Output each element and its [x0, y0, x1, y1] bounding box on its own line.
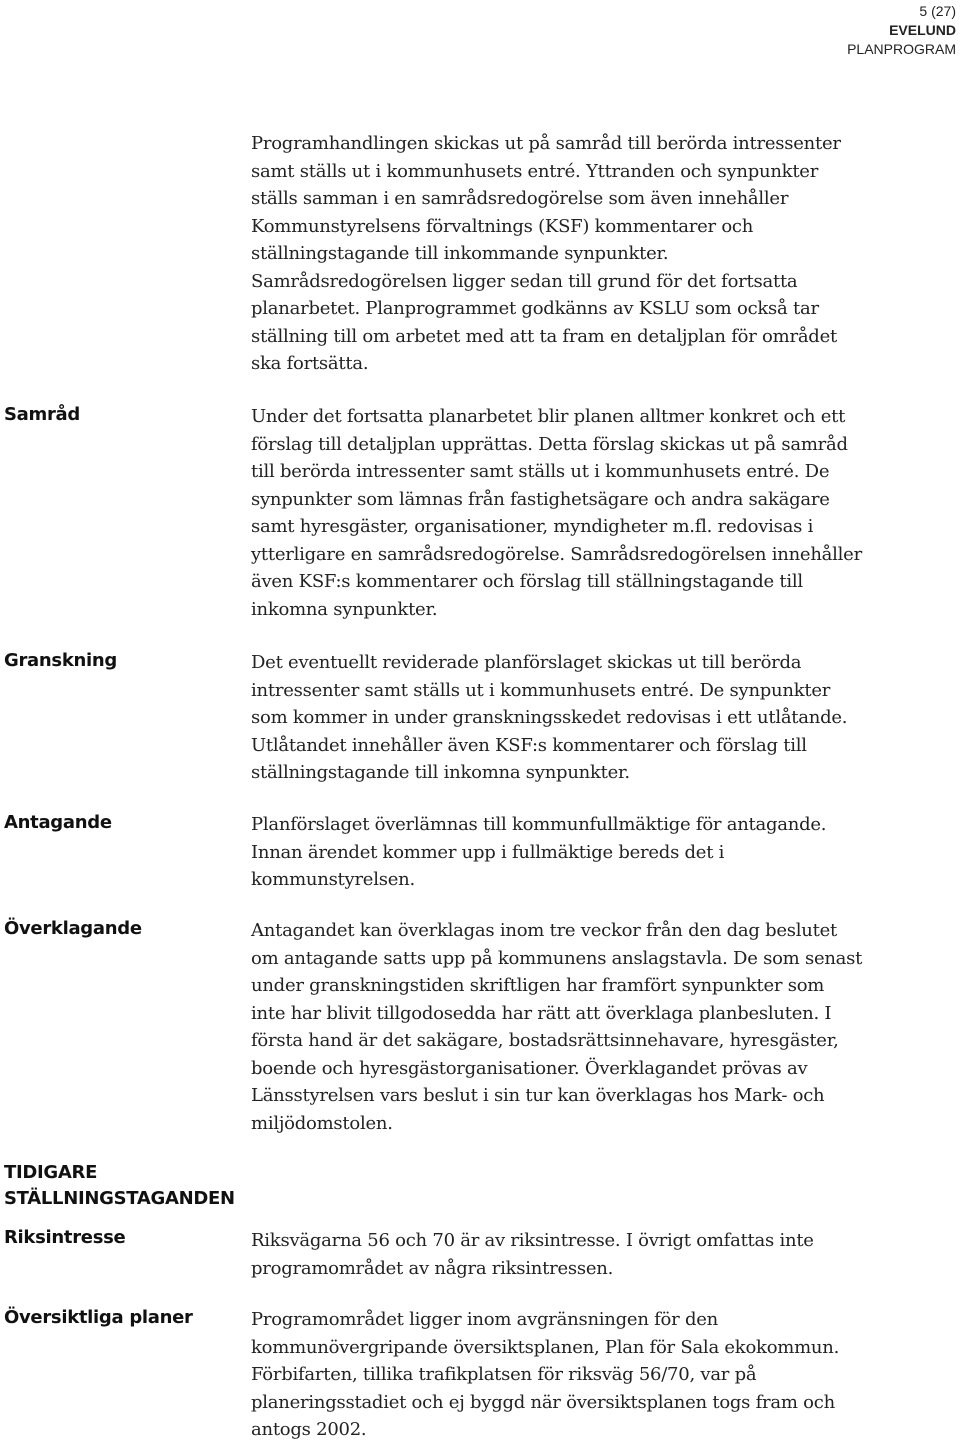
project-name: EVELUND — [889, 22, 956, 38]
text-line: om antagande satts upp på kommunens anslagstavla. De som senast — [251, 947, 863, 969]
heading-oversiktliga-planer: Översiktliga planer — [4, 1307, 193, 1328]
heading-granskning: Granskning — [4, 650, 117, 671]
paragraph-granskning — [251, 649, 951, 787]
paragraph-samrad — [251, 403, 951, 623]
text-line: samt ställs ut i kommunhusets entré. Yttranden och synpunkter — [251, 160, 819, 182]
paragraph-riksintresse — [251, 1227, 951, 1282]
text-line: första hand är det sakägare, bostadsrättsinnehavare, hyresgäster, — [251, 1030, 839, 1051]
text-line: Programhandlingen skickas ut på samråd till berörda intressenter — [251, 133, 841, 154]
text-line: miljödomstolen. — [251, 1112, 393, 1134]
text-line: under granskningstiden skriftligen har framfört synpunkter som — [251, 975, 825, 996]
text-line: ställningstagande till inkomna synpunkter. — [251, 762, 630, 783]
text-line: Förbifarten, tillika trafikplatsen för riksväg 56/70, var på — [251, 1364, 757, 1385]
heading-samrad: Samråd — [4, 404, 80, 425]
text-line: Antagandet kan överklagas inom tre veckor från den dag beslutet — [251, 920, 837, 941]
heading-overklagande: Överklagande — [4, 918, 142, 939]
heading-antagande: Antagande — [4, 812, 112, 833]
text-line: till berörda intressenter samt ställs ut i kommunhusets entré. De — [251, 461, 830, 482]
page-number: 5 (27) — [919, 3, 956, 19]
text-line: intressenter samt ställs ut i kommunhusets entré. De synpunkter — [251, 679, 831, 701]
text-line: kommunövergripande översiktsplanen, Plan för Sala ekokommun. — [251, 1336, 840, 1358]
text-line: kommunstyrelsen. — [251, 869, 415, 890]
text-line: Kommunstyrelsens förvaltnings (KSF) kommentarer och — [251, 215, 754, 237]
paragraph-overklagande — [251, 917, 951, 1137]
text-line: Samrådsredogörelsen ligger sedan till grund för det fortsatta — [251, 270, 798, 292]
text-line: programområdet av några riksintressen. — [251, 1257, 614, 1279]
text-line: boende och hyresgästorganisationer. Överklagandet prövas av — [251, 1057, 808, 1079]
text-line: ställning till om arbetet med att ta fram en detaljplan för området — [251, 325, 837, 347]
page-header — [847, 2, 956, 59]
text-line: ytterligare en samrådsredogörelse. Samrådsredogörelsen innehåller — [251, 543, 862, 565]
text-line: som kommer in under granskningsskedet redovisas i ett utlåtande. — [251, 707, 848, 728]
text-line: Riksvägarna 56 och 70 är av riksintresse. I övrigt omfattas inte — [251, 1230, 814, 1251]
text-line: synpunkter som lämnas från fastighetsägare och andra sakägare — [251, 488, 830, 510]
text-line: ställningstagande till inkommande synpunkter. — [251, 243, 669, 264]
text-line: även KSF:s kommentarer och förslag till ställningstagande till — [251, 571, 803, 592]
text-line: Programområdet ligger inom avgränsningen för den — [251, 1309, 718, 1330]
text-line: Utlåtandet innehåller även KSF:s kommentarer och förslag till — [251, 734, 807, 756]
text-line: antogs 2002. — [251, 1419, 367, 1440]
text-line: Under det fortsatta planarbetet blir planen alltmer konkret och ett — [251, 406, 846, 427]
text-line: Innan ärendet kommer upp i fullmäktige bereds det i — [251, 841, 725, 863]
text-line: Länsstyrelsen vars beslut i sin tur kan överklagas hos Mark- och — [251, 1085, 825, 1106]
text-line: Det eventuellt reviderade planförslaget skickas ut till berörda — [251, 652, 802, 673]
text-line: förslag till detaljplan upprättas. Detta förslag skickas ut på samråd — [251, 433, 848, 455]
text-line: planarbetet. Planprogrammet godkänns av KSLU som också tar — [251, 298, 819, 319]
heading-tidigare-line2: STÄLLNINGSTAGANDEN — [4, 1188, 235, 1209]
paragraph-programhandling — [251, 130, 951, 378]
heading-tidigare-stallningstaganden — [4, 1160, 235, 1212]
paragraph-antagande — [251, 811, 951, 894]
heading-tidigare-line1: TIDIGARE — [4, 1162, 98, 1183]
document-type: PLANPROGRAM — [847, 41, 956, 57]
text-line: ska fortsätta. — [251, 353, 369, 374]
text-line: ställs samman i en samrådsredogörelse som även innehåller — [251, 188, 789, 209]
text-line: samt hyresgäster, organisationer, myndigheter m.fl. redovisas i — [251, 516, 814, 537]
text-line: inte har blivit tillgodosedda har rätt att överklaga planbesluten. I — [251, 1002, 832, 1024]
text-line: planeringsstadiet och ej byggd när översiktsplanen togs fram och — [251, 1391, 835, 1413]
text-line: Planförslaget överlämnas till kommunfullmäktige för antagande. — [251, 814, 827, 835]
paragraph-oversiktliga-planer — [251, 1306, 951, 1444]
text-line: inkomna synpunkter. — [251, 598, 438, 620]
heading-riksintresse: Riksintresse — [4, 1227, 126, 1248]
